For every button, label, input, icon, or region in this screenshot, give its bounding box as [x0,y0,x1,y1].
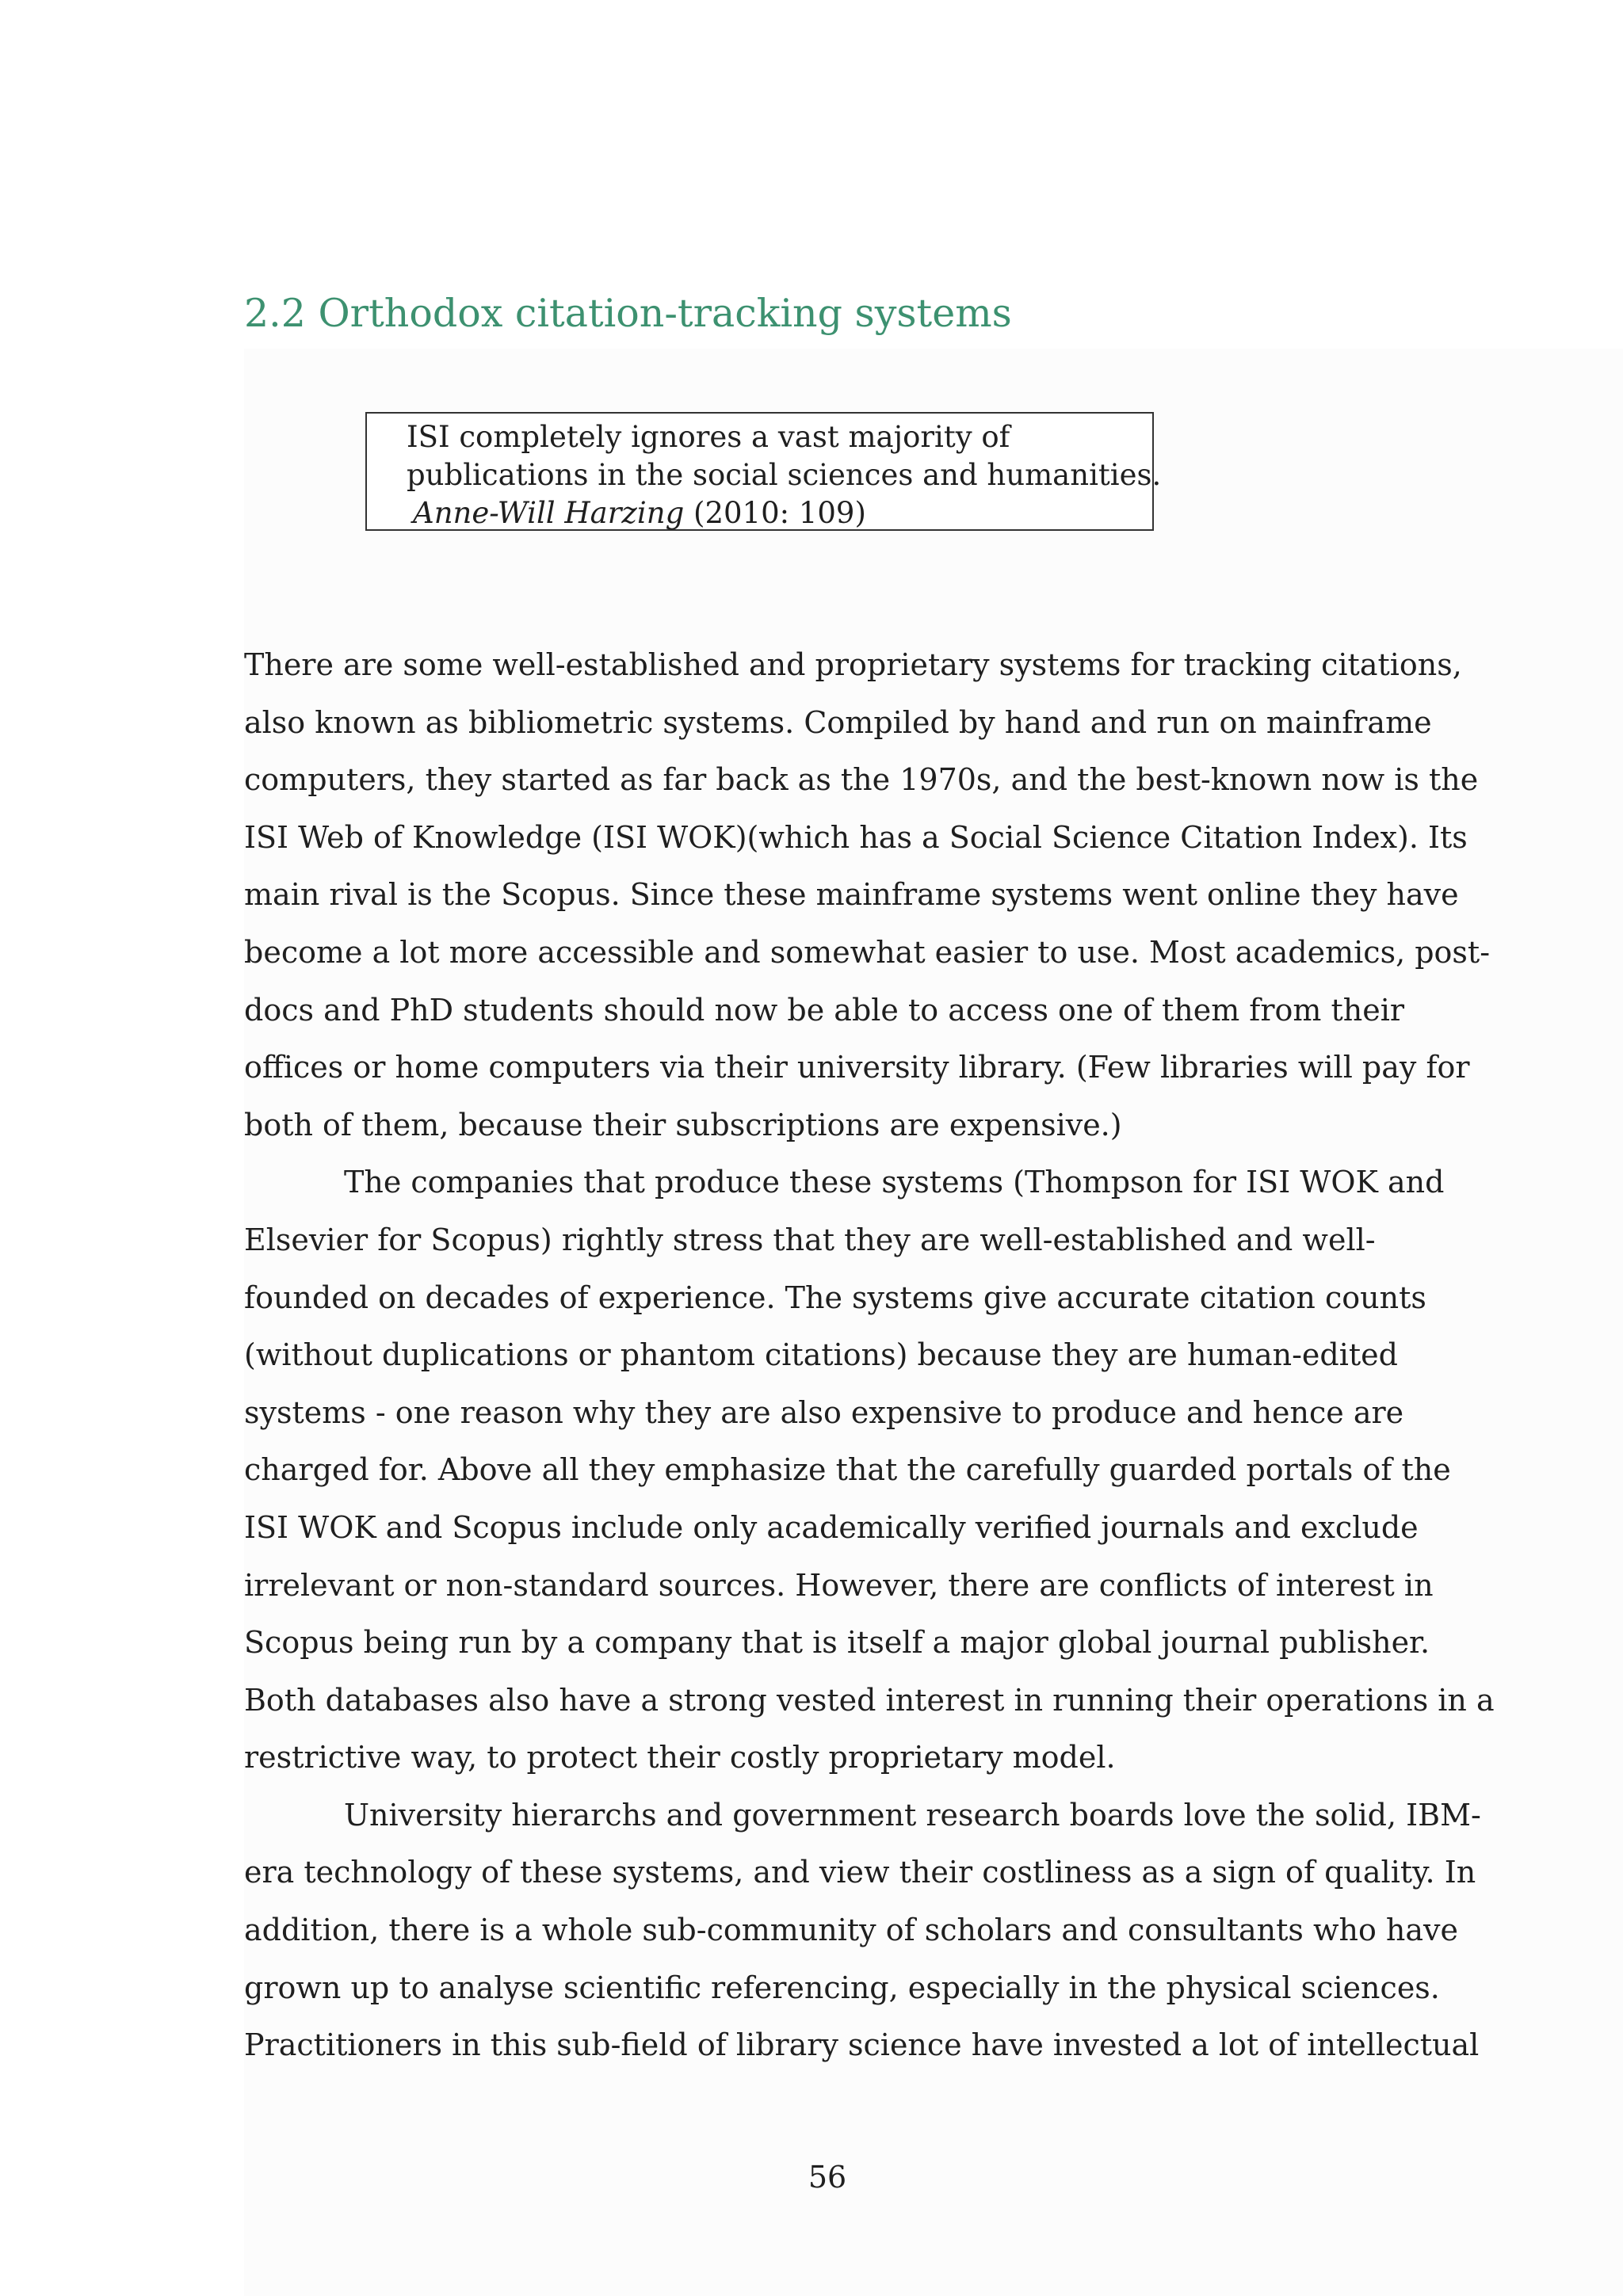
paragraph-2 [244,1154,1495,1787]
text-line: charged for. Above all they emphasize that the carefully guarded portals of the [244,1452,1451,1488]
text-line: ISI WOK and Scopus include only academically verified journals and exclude [244,1509,1419,1545]
epigraph-citation: (2010: 109) [684,496,866,530]
epigraph-author: Anne-Will Harzing [413,496,685,530]
paragraph-1 [244,636,1491,1154]
text-line: Both databases also have a strong vested interest in running their operations in a [244,1682,1495,1718]
text-line: restrictive way, to protect their costly proprietary model. [244,1740,1116,1775]
epigraph-attribution [407,494,1152,532]
epigraph-line: ISI completely ignores a vast majority of [407,420,1010,454]
text-line: Elsevier for Scopus) rightly stress that they are well-established and well- [244,1222,1376,1257]
epigraph-box [365,412,1162,531]
text-line: both of them, because their subscriptions are expensive.) [244,1107,1122,1142]
paragraph-3 [244,1787,1481,2074]
text-line: irrelevant or non-standard sources. However, there are conflicts of interest in [244,1567,1434,1603]
page-number: 56 [808,2160,847,2195]
text-line: systems - one reason why they are also expensive to produce and hence are [244,1394,1404,1430]
text-line: main rival is the Scopus. Since these mainframe systems went online they have [244,877,1459,913]
text-line: also known as bibliometric systems. Compiled by hand and run on mainframe [244,704,1432,740]
text-line: ISI Web of Knowledge (ISI WOK)(which has a Social Science Citation Index). Its [244,819,1468,855]
text-line: computers, they started as far back as the 1970s, and the best-known now is the [244,762,1479,798]
epigraph-line: publications in the social sciences and humanities. [407,458,1162,492]
text-line: The companies that produce these systems (Thompson for ISI WOK and [344,1165,1445,1200]
text-line: offices or home computers via their university library. (Few libraries will pay for [244,1050,1470,1085]
text-line: (without duplications or phantom citations) because they are human-edited [244,1337,1398,1373]
text-line: era technology of these systems, and view their costliness as a sign of quality. In [244,1855,1476,1890]
text-line: founded on decades of experience. The systems give accurate citation counts [244,1280,1426,1315]
text-line: University hierarchs and government research boards love the solid, IBM- [344,1797,1481,1833]
text-line: Practitioners in this sub-field of library science have invested a lot of intellectual [244,2027,1480,2063]
text-line: Scopus being run by a company that is itself a major global journal publisher. [244,1625,1430,1661]
body-text [244,636,1495,2074]
text-line: grown up to analyse scientific referencing, especially in the physical sciences. [244,1970,1440,2005]
text-line: become a lot more accessible and somewhat easier to use. Most academics, post- [244,934,1491,970]
text-line: There are some well-established and proprietary systems for tracking citations, [244,647,1462,682]
text-line: docs and PhD students should now be able to access one of them from their [244,992,1405,1028]
section-heading: 2.2 Orthodox citation-tracking systems [244,291,1012,336]
text-line: addition, there is a whole sub-community of scholars and consultants who have [244,1913,1459,1948]
